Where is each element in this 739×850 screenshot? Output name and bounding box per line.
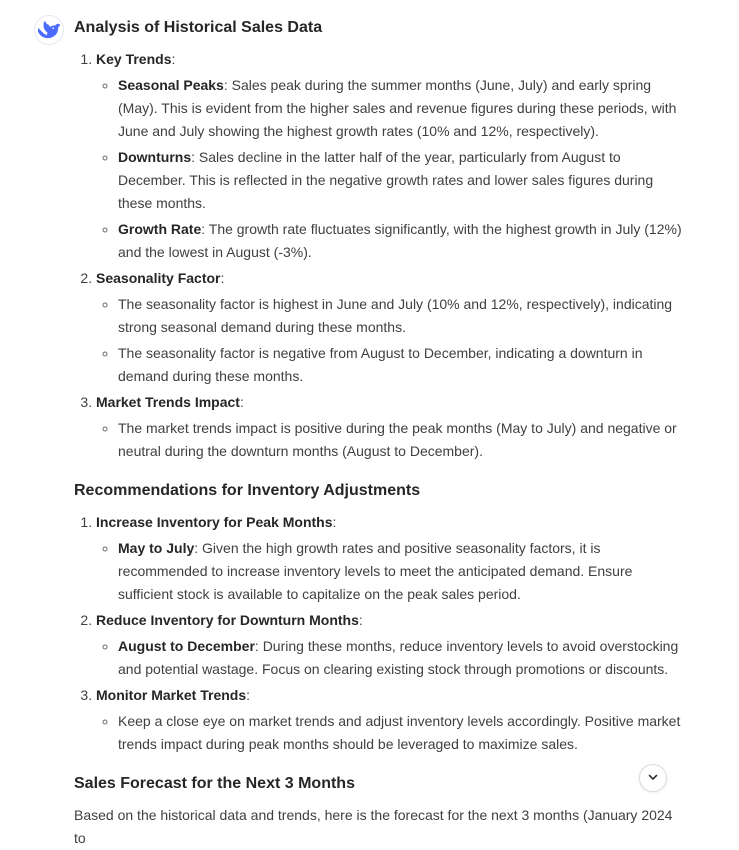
- list-item: 1. Increase Inventory for Peak Months: ◦ May to July: Given the high growth rates and positive seasonality factors, it is recommended to increase inventory levels to meet the anticipated demand. Ensure sufficient stock is available to capitalize on the peak sales period.: [96, 511, 684, 606]
- list-item: ◦ Downturns: Sales decline in the latter half of the year, particularly from August to December. This is reflected in the negative growth rates and lower sales figures during these months.: [118, 146, 684, 215]
- item-label: Key Trends: [96, 51, 172, 67]
- sub-list: [96, 537, 684, 606]
- section-heading-forecast: Sales Forecast for the Next 3 Months: [74, 775, 355, 792]
- item-label: Monitor Market Trends: [96, 687, 247, 703]
- list-item: 2. Seasonality Factor: ◦ The seasonality factor is highest in June and July (10% and 12%, respectively), indicating strong seasonal demand during these months. ◦ The seasonality factor is negative from August to December, indicating a downturn in demand during these months.: [96, 267, 684, 388]
- list-item: 3. Monitor Market Trends: ◦ Keep a close eye on market trends and adjust inventory levels accordingly. Positive market trends impact during peak months should be leveraged to maximize sales.: [96, 684, 684, 756]
- avatar: [34, 15, 64, 45]
- item-label: Seasonality Factor: [96, 270, 221, 286]
- list-item: ◦ Growth Rate: The growth rate fluctuates significantly, with the highest growth in July (12%) and the lowest in August (-3%).: [118, 218, 684, 264]
- list-item: 1. Key Trends: ◦ Seasonal Peaks: Sales peak during the summer months (June, July) and early spring (May). This is evident from the higher sales and revenue figures during these periods, with June and July showing the highest growth rates (10% and 12%, respectively). ◦ Downturns: Sales decline in the latter half of the year, particularly from August to December. This is reflected in the negative growth rates and lower sales figures during these months. ◦ Growth Rate: The growth rate fluctuates significantly, with the highest growth in July (12%) and the lowest in August (-3%).: [96, 48, 684, 264]
- recommendations-list: [74, 511, 684, 756]
- sub-list: [96, 417, 684, 463]
- sub-list: [96, 74, 684, 264]
- chevron-down-icon: [647, 770, 659, 786]
- scroll-to-bottom-button[interactable]: [639, 764, 667, 792]
- list-item: ◦ May to July: Given the high growth rates and positive seasonality factors, it is recommended to increase inventory levels to meet the anticipated demand. Ensure sufficient stock is available to capitalize on the peak sales period.: [118, 537, 684, 606]
- forecast-paragraph: Based on the historical data and trends, here is the forecast for the next 3 months (January 2024 to: [74, 807, 673, 846]
- sub-list: [96, 293, 684, 388]
- list-item: 2. Reduce Inventory for Downturn Months: ◦ August to December: During these months, reduce inventory levels to avoid overstocking and potential wastage. Focus on clearing existing stock through promotions or discounts.: [96, 609, 684, 681]
- analysis-list: [74, 48, 684, 463]
- item-label: Market Trends Impact: [96, 394, 240, 410]
- section-heading-analysis: Analysis of Historical Sales Data: [74, 19, 323, 36]
- list-item: 3. Market Trends Impact: ◦ The market trends impact is positive during the peak months (May to July) and negative or neutral during the downturn months (August to December).: [96, 391, 684, 463]
- whale-logo-icon: [38, 18, 60, 43]
- item-label: Reduce Inventory for Downturn Months: [96, 612, 359, 628]
- item-label: Increase Inventory for Peak Months: [96, 514, 333, 530]
- section-heading-recommendations: Recommendations for Inventory Adjustments: [74, 482, 421, 499]
- list-item: ◦ August to December: During these months, reduce inventory levels to avoid overstocking and potential wastage. Focus on clearing existing stock through promotions or discounts.: [118, 635, 684, 681]
- assistant-message: [74, 16, 684, 850]
- list-item: ◦ The market trends impact is positive during the peak months (May to July) and negative or neutral during the downturn months (August to December).: [118, 417, 684, 463]
- sub-list: [96, 635, 684, 681]
- list-item: ◦ The seasonality factor is negative from August to December, indicating a downturn in demand during these months.: [118, 342, 684, 388]
- list-item: ◦ Keep a close eye on market trends and adjust inventory levels accordingly. Positive market trends impact during peak months should be leveraged to maximize sales.: [118, 710, 684, 756]
- list-item: ◦ Seasonal Peaks: Sales peak during the summer months (June, July) and early spring (May). This is evident from the higher sales and revenue figures during these periods, with June and July showing the highest growth rates (10% and 12%, respectively).: [118, 74, 684, 143]
- sub-list: [96, 710, 684, 756]
- list-item: ◦ The seasonality factor is highest in June and July (10% and 12%, respectively), indicating strong seasonal demand during these months.: [118, 293, 684, 339]
